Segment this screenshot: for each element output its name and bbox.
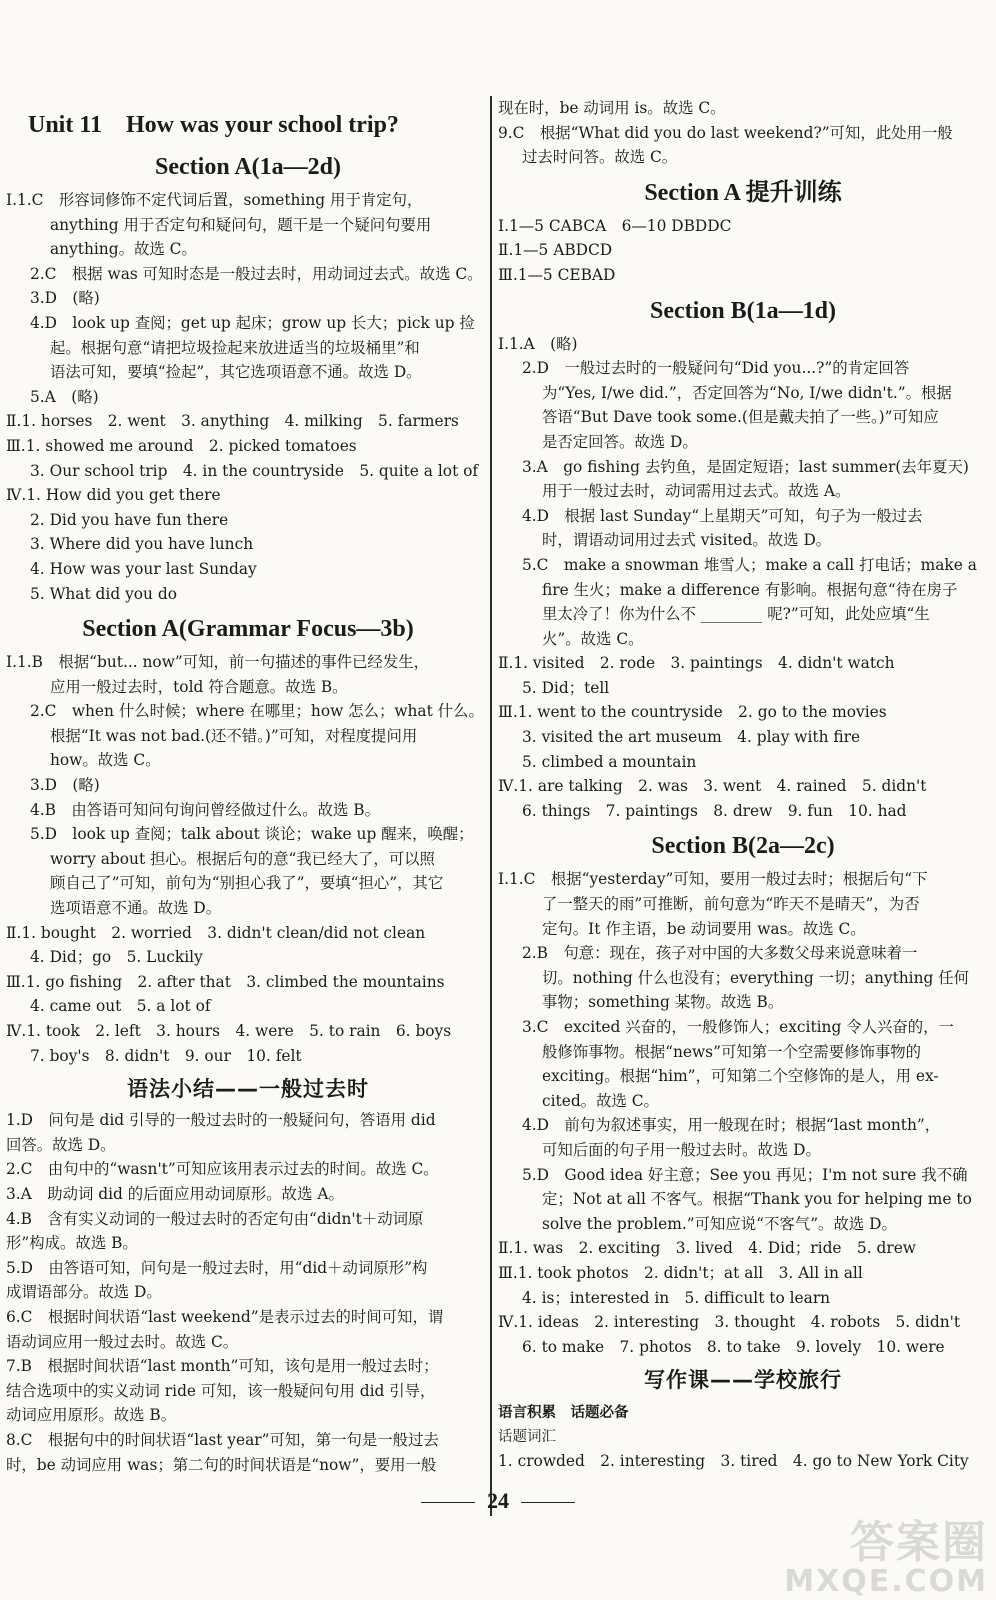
answer-line: Ⅲ.1. showed me around 2. picked tomatoes <box>6 436 357 455</box>
answer-line: 过去时问答。故选 C。 <box>522 148 678 167</box>
answer-line: 5.A (略) <box>30 387 99 406</box>
section-b2-body <box>498 867 988 1359</box>
answer-line: anything 用于否定句和疑问句，题干是一个疑问句要用 <box>50 215 432 234</box>
answer-line: Ⅲ.1—5 CEBAD <box>498 265 616 284</box>
answer-line: Ⅱ.1—5 ABDCD <box>498 241 613 260</box>
answer-line: 4.B 含有实义动词的一般过去时的否定句由“didn't＋动词原 <box>6 1209 424 1228</box>
answer-line: 2.C 由句中的“wasn't”可知应该用表示过去的时间。故选 C。 <box>6 1160 439 1179</box>
answer-line: 6. things 7. paintings 8. drew 9. fun 10. had <box>522 801 907 820</box>
writing-title: 写作课——学校旅行 <box>644 1368 842 1393</box>
answer-line: 1. crowded 2. interesting 3. tired 4. go to New York City <box>498 1452 969 1471</box>
answer-line: 语动词应用一般过去时。故选 C。 <box>6 1332 239 1351</box>
grammar-summary-title: 语法小结——一般过去时 <box>127 1077 369 1102</box>
answer-line: Ⅳ.1. ideas 2. interesting 3. thought 4. robots 5. didn't <box>498 1313 961 1332</box>
section-b1-title: Section B(1a—1d) <box>650 297 836 324</box>
answer-line: 1.D 问句是 did 引导的一般过去时的一般疑问句，答语用 did <box>6 1111 436 1130</box>
answer-line: 3. Our school trip 4. in the countryside 5. quite a lot of <box>30 461 479 480</box>
answer-line: 起。根据句意“请把垃圾捡起来放进适当的垃圾桶里”和 <box>50 338 420 357</box>
left-column <box>6 96 490 1477</box>
answer-line: Ⅳ.1. How did you get there <box>6 486 221 505</box>
right-column <box>498 96 988 1474</box>
answer-line: 4. How was your last Sunday <box>30 559 257 578</box>
answer-line: 时，be 动词应用 was；第二句的时间状语是“now”，要用一般 <box>6 1455 437 1474</box>
answer-line: 8.C 根据句中的时间状语“last year”可知，第一句是一般过去 <box>6 1430 439 1449</box>
watermark-line-2: MXQE.COM <box>784 1564 988 1599</box>
answer-line: Ⅲ.1. go fishing 2. after that 3. climbed the mountains <box>6 972 445 991</box>
answer-line: 结合选项中的实义动词 ride 可知，该一般疑问句用 did 引导， <box>6 1381 436 1400</box>
answer-line: 选项语意不通。故选 D。 <box>50 899 222 918</box>
answer-line: 9.C 根据“What did you do last weekend?”可知，此处用一般 <box>498 123 953 142</box>
answer-line: Ⅳ.1. are talking 2. was 3. went 4. rained 5. didn't <box>498 777 927 796</box>
answer-line: 事物；something 某物。故选 B。 <box>542 993 784 1012</box>
watermark <box>784 1517 988 1599</box>
section-a-training-body <box>498 214 988 288</box>
answer-line: Ⅰ.1.C 形容词修饰不定代词后置，something 用于肯定句， <box>6 191 423 209</box>
answer-line: Ⅲ.1. went to the countryside 2. go to the movies <box>498 703 887 722</box>
answer-line: 为“Yes, I/we did.”，否定回答为“No, I/we didn't.”。根据 <box>542 383 952 402</box>
answer-line: 3.D (略) <box>30 776 100 795</box>
answer-line: 5.C make a snowman 堆雪人；make a call 打电话；make a <box>522 555 977 574</box>
answer-line: Ⅱ.1. horses 2. went 3. anything 4. milking 5. farmers <box>6 412 459 431</box>
answer-line: 2.B 句意：现在，孩子对中国的大多数父母来说意味着一 <box>522 944 918 963</box>
grammar-summary-body <box>6 1108 490 1477</box>
answer-line: 4.B 由答语可知问句询问曾经做过什么。故选 B。 <box>30 800 381 819</box>
answer-line: worry about 担心。根据后句的意“我已经大了，可以照 <box>50 849 435 868</box>
answer-line: 5.D Good idea 好主意；See you 再见；I'm not sure 我不确 <box>522 1165 968 1184</box>
section-a-grammar-body <box>6 650 490 1068</box>
answer-line: 7.B 根据时间状语“last month”可知，该句是用一般过去时； <box>6 1357 439 1376</box>
answer-line: 6. to make 7. photos 8. to take 9. lovely 10. were <box>522 1337 945 1356</box>
answer-line: 根据“It was not bad.(还不错。)”可知，对程度提问用 <box>50 726 418 745</box>
answer-line: 顾自己了”可知，前句为“别担心我了”，要填“担心”，其它 <box>50 874 444 893</box>
answer-line: Ⅱ.1. bought 2. worried 3. didn't clean/did not clean <box>6 923 426 942</box>
answer-line: 了一整天的雨”可推断，前句意为“昨天不是晴天”，为否 <box>542 895 920 914</box>
answer-line: 5. Did；tell <box>522 678 610 697</box>
answer-line: cited。故选 C。 <box>542 1091 659 1110</box>
answer-line: solve the problem.”可知应说“不客气”。故选 D。 <box>542 1214 897 1233</box>
answer-line: 5. What did you do <box>30 584 177 603</box>
answer-line: 火”。故选 C。 <box>542 629 644 648</box>
section-a-grammar-title: Section A(Grammar Focus—3b) <box>82 616 414 643</box>
answer-line: 6.C 根据时间状语“last weekend”是表示过去的时间可知，谓 <box>6 1307 444 1326</box>
answer-line: anything。故选 C。 <box>50 240 197 259</box>
answer-line: 般修饰事物。根据“news”可知第一个空需要修饰事物的 <box>542 1042 922 1061</box>
page-number-value: 24 <box>487 1488 509 1513</box>
answer-line: Ⅳ.1. took 2. left 3. hours 4. were 5. to rain 6. boys <box>6 1022 452 1040</box>
answer-line: 回答。故选 D。 <box>6 1135 116 1154</box>
section-b1-body <box>498 332 988 824</box>
answer-line: Ⅰ.1.C 根据“yesterday”可知，要用一般过去时；根据后句“下 <box>498 870 928 889</box>
continued-answers <box>498 96 988 170</box>
answer-line: 3.C excited 兴奋的，一般修饰人；exciting 令人兴奋的，一 <box>522 1018 954 1036</box>
answer-line: 4.D 根据 last Sunday“上星期天”可知，句子为一般过去 <box>522 506 923 525</box>
watermark-line-1: 答案圈 <box>850 1517 988 1568</box>
answer-line: how。故选 C。 <box>50 751 161 770</box>
writing-subheading: 语言积累 话题必备 <box>498 1405 629 1422</box>
answer-line: 是否定回答。故选 D。 <box>542 432 698 451</box>
answer-line: 形”构成。故选 B。 <box>6 1234 138 1253</box>
answer-line: 3. visited the art museum 4. play with fire <box>522 728 861 747</box>
answer-line: 5.D 由答语可知，问句是一般过去时，用“did＋动词原形”构 <box>6 1258 428 1277</box>
answer-line: 应用一般过去时，told 符合题意。故选 B。 <box>50 677 348 696</box>
section-b2-title: Section B(2a—2c) <box>651 833 835 860</box>
page-number-dash-left <box>421 1502 475 1503</box>
answer-line: 可知后面的句子用一般过去时。故选 D。 <box>542 1140 821 1159</box>
answer-line: Ⅱ.1. visited 2. rode 3. paintings 4. didn't watch <box>498 654 895 673</box>
answer-line: 4.D look up 查阅；get up 起床；grow up 长大；pick up 捡 <box>30 313 475 332</box>
answer-line: 2.D 一般过去时的一般疑问句“Did you...?”的肯定回答 <box>522 359 910 378</box>
answer-line: 2. Did you have fun there <box>30 510 229 529</box>
answer-line: 4. Did；go 5. Luckily <box>30 948 203 967</box>
answer-line: Ⅲ.1. took photos 2. didn't；at all 3. All in all <box>498 1263 863 1282</box>
page-number <box>0 1486 996 1516</box>
answer-line: 3.A go fishing 去钓鱼，是固定短语；last summer(去年夏天) <box>522 457 969 476</box>
answer-line: 时，谓语动词用过去式 visited。故选 D。 <box>542 531 832 550</box>
answer-line: 里太冷了！你为什么不 ________ 呢?”可知，此处应填“生 <box>542 605 930 624</box>
section-a-training-title: Section A 提升训练 <box>644 179 842 206</box>
answer-line: 动词应用原形。故选 B。 <box>6 1406 177 1425</box>
answer-line: 2.C 根据 was 可知时态是一般过去时，用动词过去式。故选 C。 <box>30 264 483 283</box>
answer-line: 7. boy's 8. didn't 9. our 10. felt <box>30 1046 302 1065</box>
answer-line: 4. came out 5. a lot of <box>30 997 211 1016</box>
answer-line: 3.D (略) <box>30 289 100 308</box>
answer-line: 定；Not at all 不客气。根据“Thank you for helping me to <box>542 1190 972 1209</box>
section-a1-body <box>6 188 490 606</box>
answer-line: 成谓语部分。故选 D。 <box>6 1283 162 1302</box>
answer-line: 定句。It 作主语，be 动词要用 was。故选 C。 <box>542 919 866 938</box>
answer-line: 语法可知，要填“捡起”，其它选项语意不通。故选 D。 <box>50 363 422 382</box>
answer-line: 切。nothing 什么也没有；everything 一切；anything 任何 <box>542 968 970 987</box>
answer-line: 现在时，be 动词用 is。故选 C。 <box>498 99 726 117</box>
answer-line: 2.C when 什么时候；where 在哪里；how 怎么；what 什么。 <box>30 702 484 721</box>
answer-line: 5. climbed a mountain <box>522 752 697 771</box>
unit-title: Unit 11 How was your school trip? <box>28 112 399 138</box>
answer-line: Ⅱ.1. was 2. exciting 3. lived 4. Did；ride 5. drew <box>498 1239 916 1258</box>
answer-line: 4. is；interested in 5. difficult to learn <box>522 1288 831 1307</box>
answer-line: Ⅰ.1—5 CABCA 6—10 DBDDC <box>498 216 732 235</box>
answer-line: Ⅰ.1.A (略) <box>498 334 578 353</box>
answer-line: fire 生火；make a difference 有影响。根据句意“待在房子 <box>542 580 958 599</box>
answer-line: 5.D look up 查阅；talk about 谈论；wake up 醒来，唤醒； <box>30 825 474 844</box>
answer-line: 4.D 前句为叙述事实，用一般现在时；根据“last month”， <box>522 1116 941 1135</box>
answer-line: 3.A 助动词 did 的后面应用动词原形。故选 A。 <box>6 1184 344 1203</box>
section-a1-title: Section A(1a—2d) <box>155 154 341 180</box>
page-number-dash-right <box>521 1502 575 1503</box>
answer-line: 用于一般过去时，动词需用过去式。故选 A。 <box>542 482 851 501</box>
answer-line: 答语“But Dave took some.(但是戴夫拍了一些。)”可知应 <box>542 408 939 427</box>
writing-subheading-2: 话题词汇 <box>498 1429 556 1446</box>
answer-line: Ⅰ.1.B 根据“but... now”可知，前一句描述的事件已经发生， <box>6 653 429 672</box>
answer-line: exciting。根据“him”，可知第二个空修饰的是人，用 ex- <box>542 1067 939 1086</box>
column-divider <box>490 96 492 1516</box>
answer-line: 3. Where did you have lunch <box>30 535 254 554</box>
